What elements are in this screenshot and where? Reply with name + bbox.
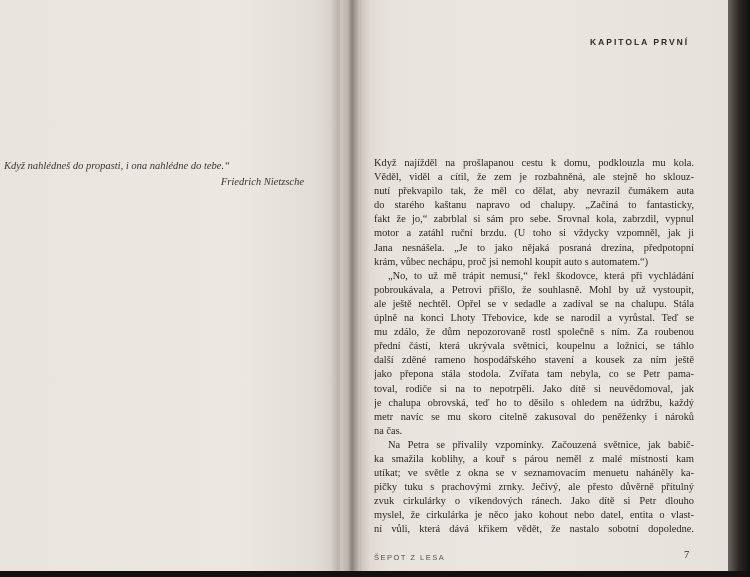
text-line: nutí překvapilo tak, že měl co dělat, aby nevrazil čumákem auta: [374, 186, 694, 198]
text-line: zvuk cirkulárky o víkendových ránech. Jako dítě si Petr dlouho: [374, 496, 694, 508]
book-gutter: [330, 0, 370, 571]
page-number: 7: [684, 550, 690, 561]
chapter-body: [374, 157, 694, 538]
text-line: přední částí, která ukrývala světnici, koupelnu a ložnici, se táhlo: [374, 341, 694, 353]
text-line: Když najížděl na prošlapanou cestu k domu, podklouzla mu kola.: [374, 158, 694, 169]
text-line: Jana nesnášela. „Je to jako nějaká posraná drezína, předpotopní: [374, 242, 694, 254]
epigraph: [4, 159, 304, 191]
text-line: jako přepona stála stodola. Zvířata tam nebyla, co se Petr pama-: [374, 369, 694, 381]
text-line: je chalupa obrovská, teď ho to děsilo s ohledem na údržbu, každý: [374, 397, 694, 409]
left-page: [0, 0, 340, 571]
text-line: Věděl, viděl a cítil, že zem je rozbahněná, ale stejně ho sklouz-: [374, 172, 694, 184]
epigraph-author: Friedrich Nietzsche: [220, 177, 304, 188]
text-line: ale ještě nechtěl. Opřel se v sedadle a zadíval se na chalupu. Stála: [374, 298, 694, 310]
text-line: ní vůli, která dává křikem vědět, že nastalo sobotní dopoledne.: [374, 524, 694, 536]
text-line: mu zdálo, že dům nepozorovaně rostl společně s ním. Za roubenou: [374, 327, 694, 339]
text-line: metr navíc se mu skoro citelně zakusoval do peněženky i nároků: [374, 411, 694, 423]
book-bottom-shadow: [0, 571, 750, 577]
text-line: Na Petra se přivalily vzpomínky. Začouzená světnice, jak babič-: [388, 439, 694, 451]
text-line: pičky tuku s prachovými zrnky. Ječivý, ale přesto důvěrně přítulný: [374, 482, 694, 494]
text-line: ka smažila koblihy, a kouř s párou neměl z malé místnosti kam: [374, 453, 694, 465]
text-line: úplně na konci Lhoty Třebovice, kde se narodil a vyrůstal. Teď se: [374, 313, 694, 325]
text-line: utíkat; ve světle z okna se v seznamovacím menuetu naháněly ka-: [374, 468, 694, 480]
chapter-heading: KAPITOLA PRVNÍ: [590, 37, 690, 47]
epigraph-quote: Když nahlédneš do propasti, i ona nahlédne do tebe.“: [4, 161, 230, 172]
text-line: „No, to už mě trápit nemusí,“ řekl škodovce, která při vychládání: [388, 270, 694, 282]
text-line: myslel, že cirkulárka je něco jako kohout nebo datel, entita o vlast-: [374, 510, 694, 522]
text-line: na čas.: [374, 425, 403, 437]
book-edge-shadow: [728, 0, 750, 577]
text-line: motor a zatáhl ruční brzdu. (U toho si vždycky vzpomněl, jak ji: [374, 228, 694, 240]
text-line: do starého kaštanu napravo od chalupy. „Začíná to fantasticky,: [374, 200, 694, 212]
text-line: pobroukávala, a Petrovi přišlo, že souhlasně. Mohl by už vystoupit,: [374, 284, 694, 296]
text-line: další zděné rameno hospodářského stavení a kousek za ním ještě: [374, 355, 694, 367]
text-line: krám, vůbec nechápu, proč jsi nemohl koupit auto s automatem.“): [374, 256, 649, 268]
text-line: toval, rodiče si na to nepotrpěli. Jako dítě si neuvědomoval, jak: [374, 383, 694, 395]
running-footer-title: ŠEPOT Z LESA: [374, 553, 446, 562]
text-line: fakt že jo,“ zabrblal si sám pro sebe. Srovnal kola, zabrzdil, vypnul: [374, 214, 694, 226]
